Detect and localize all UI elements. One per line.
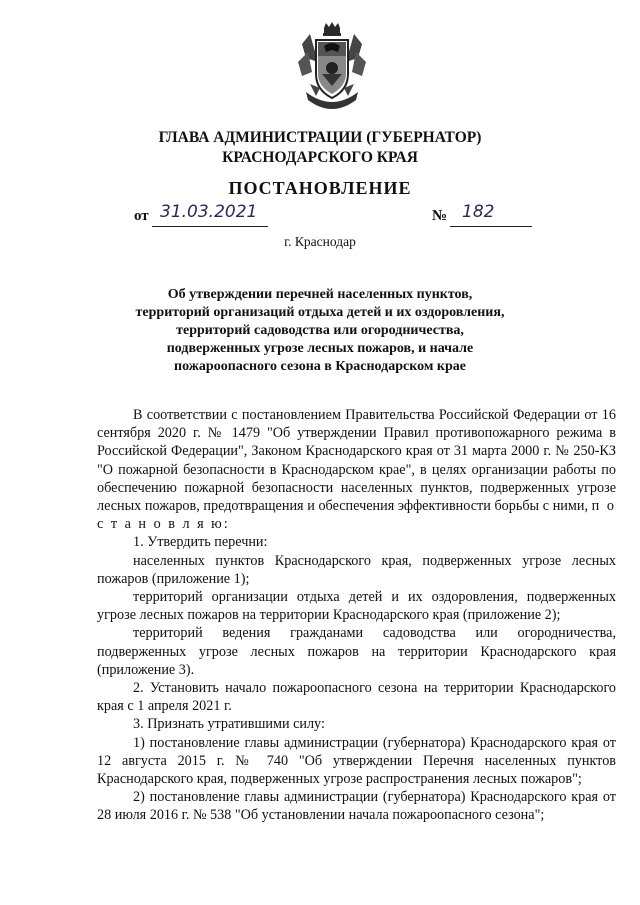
date-number-line	[134, 202, 534, 230]
paragraph-3: 3. Признать утратившими силу:	[133, 716, 325, 733]
number-label: №	[432, 208, 448, 224]
title-line: Об утверждении перечней населенных пунктов,	[167, 287, 473, 302]
document-title	[120, 286, 520, 376]
issuer-title-line-1: ГЛАВА АДМИНИСТРАЦИИ (ГУБЕРНАТОР)	[158, 129, 482, 146]
paragraph-1c: территорий ведения гражданами садоводства или огородничества, подверженных угрозе лесных пожаров на территории Краснодарского края (приложение 3).	[97, 625, 616, 678]
coat-of-arms-emblem-icon	[296, 22, 368, 116]
date-underline	[152, 226, 268, 227]
paragraph-1b: территорий организации отдыха детей и их оздоровления, подверженных угрозе лесных пожаров на территории Краснодарского края (приложение 2);	[97, 589, 616, 624]
decree-word: п о с т а н о в л я ю:	[97, 498, 616, 533]
intro-paragraph	[97, 406, 616, 533]
date-value: 31.03.2021	[160, 202, 258, 222]
city-label: г. Краснодар	[284, 234, 356, 249]
paragraph-1: 1. Утвердить перечни:	[133, 534, 268, 551]
title-line: территорий садоводства или огородничества,	[176, 323, 464, 338]
document-body	[97, 406, 616, 825]
number-underline	[450, 226, 532, 227]
number-value: 182	[462, 202, 495, 222]
paragraph-3-2: 2) постановление главы администрации (губернатора) Краснодарского края от 28 июля 2016 г. № 538 "Об установлении начала пожароопасного сезона";	[97, 789, 616, 824]
issuer-title-line-2: КРАСНОДАРСКОГО КРАЯ	[222, 149, 418, 166]
title-line: подверженных угрозе лесных пожаров, и начале	[166, 341, 474, 356]
intro-text: В соответствии с постановлением Правительства Российской Федерации от 16 сентября 2020 г. № 1479 "Об утверждении Правил противопожарного режима в Российской Федерации", Законом Краснодарского края от 31 марта 2000 г. № 250-КЗ "О пожарной безопасности в Краснодарском крае", в целях организации работы по обеспечению пожарной безопасности населенных пунктов, подверженных угрозе лесных пожаров, предотвращения и обеспечения эффективности борьбы с ними,	[97, 407, 616, 515]
document-type-heading: ПОСТАНОВЛЕНИЕ	[228, 178, 412, 198]
paragraph-3-1: 1) постановление главы администрации (губернатора) Краснодарского края от 12 августа 2015 г. № 740 "Об утверждении Перечня населенных пунктов Краснодарского края, подверженных угрозе распространения лесных пожаров";	[97, 734, 616, 788]
paragraph-2: 2. Установить начало пожароопасного сезона на территории Краснодарского края с 1 апреля 2021 г.	[97, 680, 616, 715]
title-line: территорий организаций отдыха детей и их оздоровления,	[135, 305, 505, 320]
title-line: пожароопасного сезона в Краснодарском крае	[174, 359, 466, 374]
paragraph-1a: населенных пунктов Краснодарского края, подверженных угрозе лесных пожаров (приложение 1);	[97, 552, 616, 587]
date-label: от	[134, 208, 149, 224]
